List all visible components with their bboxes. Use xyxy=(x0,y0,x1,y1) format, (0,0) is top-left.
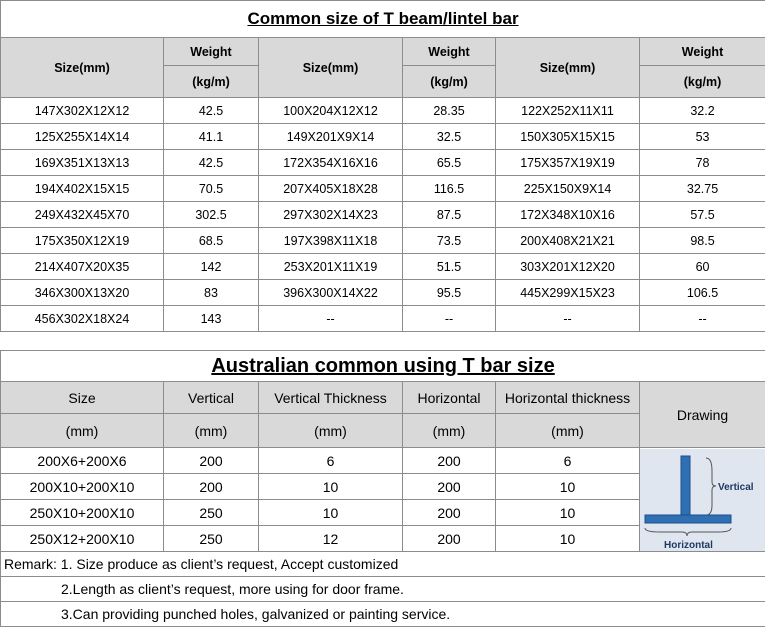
weight-cell: 42.5 xyxy=(164,150,259,176)
size-cell: 175X357X19X19 xyxy=(496,150,640,176)
t-bar-horizontal-thickness-cell: 10 xyxy=(496,500,640,526)
weight-cell: 142 xyxy=(164,254,259,280)
size-cell: 172X348X10X16 xyxy=(496,202,640,228)
vertical-thickness-unit-header: (mm) xyxy=(259,414,403,448)
t-bar-size-cell: 250X12+200X10 xyxy=(1,526,164,552)
t-bar-vertical-cell: 200 xyxy=(164,448,259,474)
size-cell: 456X302X18X24 xyxy=(1,306,164,332)
size-cell: 249X432X45X70 xyxy=(1,202,164,228)
weight-cell: 60 xyxy=(640,254,765,280)
size-cell: 225X150X9X14 xyxy=(496,176,640,202)
t-bar-table-title: Australian common using T bar size xyxy=(1,351,765,382)
size-cell: 175X350X12X19 xyxy=(1,228,164,254)
drawing-col-header: Drawing xyxy=(640,382,765,448)
table-row xyxy=(1,150,765,176)
t-bar-vertical-cell: 200 xyxy=(164,474,259,500)
t-bar-horizontal-cell: 200 xyxy=(403,448,496,474)
vertical-thickness-col-header: Vertical Thickness xyxy=(259,382,403,414)
size-cell: 122X252X11X11 xyxy=(496,98,640,124)
size-cell: 172X354X16X16 xyxy=(259,150,403,176)
horizontal-thickness-unit-header: (mm) xyxy=(496,414,640,448)
t-bar-size-cell: 200X10+200X10 xyxy=(1,474,164,500)
weight-cell: 32.5 xyxy=(403,124,496,150)
size-header-1: Size(mm) xyxy=(1,38,164,98)
size-cell: 194X402X15X15 xyxy=(1,176,164,202)
table-row xyxy=(1,254,765,280)
t-bar-horizontal-cell: 200 xyxy=(403,500,496,526)
horizontal-col-header: Horizontal xyxy=(403,382,496,414)
size-cell: 147X302X12X12 xyxy=(1,98,164,124)
weight-cell: 51.5 xyxy=(403,254,496,280)
weight-unit-header-1: (kg/m) xyxy=(164,66,259,98)
size-cell: 100X204X12X12 xyxy=(259,98,403,124)
horizontal-label: Horizontal xyxy=(664,539,713,551)
weight-cell: 95.5 xyxy=(403,280,496,306)
size-cell: -- xyxy=(496,306,640,332)
weight-cell: 68.5 xyxy=(164,228,259,254)
t-bar-size-cell: 250X10+200X10 xyxy=(1,500,164,526)
size-cell: 125X255X14X14 xyxy=(1,124,164,150)
weight-cell: 28.35 xyxy=(403,98,496,124)
horizontal-unit-header: (mm) xyxy=(403,414,496,448)
table-row xyxy=(1,176,765,202)
size-cell: 207X405X18X28 xyxy=(259,176,403,202)
t-bar-vertical-thickness-cell: 6 xyxy=(259,448,403,474)
table-row xyxy=(1,124,765,150)
t-bar-vertical-thickness-cell: 10 xyxy=(259,474,403,500)
weight-cell: 83 xyxy=(164,280,259,306)
diagram-background xyxy=(640,449,765,551)
size-col-header: Size xyxy=(1,382,164,414)
t-bar-drawing xyxy=(640,448,765,552)
size-cell: 169X351X13X13 xyxy=(1,150,164,176)
table-row xyxy=(1,98,765,124)
weight-cell: 143 xyxy=(164,306,259,332)
t-bar-horizontal-cell: 200 xyxy=(403,526,496,552)
weight-cell: 41.1 xyxy=(164,124,259,150)
t-bar-horizontal-thickness-cell: 6 xyxy=(496,448,640,474)
t-bar-vertical-thickness-cell: 12 xyxy=(259,526,403,552)
weight-cell: 302.5 xyxy=(164,202,259,228)
weight-unit-header-2: (kg/m) xyxy=(403,66,496,98)
weight-cell: 53 xyxy=(640,124,765,150)
t-bar-vertical-thickness-cell: 10 xyxy=(259,500,403,526)
size-cell: 346X300X13X20 xyxy=(1,280,164,306)
t-beam-table-title: Common size of T beam/lintel bar xyxy=(1,1,765,38)
weight-header-2: Weight xyxy=(403,38,496,66)
vertical-unit-header: (mm) xyxy=(164,414,259,448)
weight-cell: 78 xyxy=(640,150,765,176)
size-cell: -- xyxy=(259,306,403,332)
weight-header-1: Weight xyxy=(164,38,259,66)
weight-unit-header-3: (kg/m) xyxy=(640,66,765,98)
t-bar-vertical-cell: 250 xyxy=(164,526,259,552)
size-cell: 396X300X14X22 xyxy=(259,280,403,306)
remark-line-3: 3.Can providing punched holes, galvanized or painting service. xyxy=(1,602,765,627)
t-beam-table-body xyxy=(1,98,765,332)
weight-cell: 73.5 xyxy=(403,228,496,254)
weight-cell: 57.5 xyxy=(640,202,765,228)
size-unit-header: (mm) xyxy=(1,414,164,448)
horizontal-thickness-col-header: Horizontal thickness xyxy=(496,382,640,414)
size-header-3: Size(mm) xyxy=(496,38,640,98)
t-bar-size-cell: 200X6+200X6 xyxy=(1,448,164,474)
table-row xyxy=(1,202,765,228)
weight-cell: -- xyxy=(403,306,496,332)
t-bar-horizontal-cell: 200 xyxy=(403,474,496,500)
t-bar-horizontal-thickness-cell: 10 xyxy=(496,526,640,552)
size-cell: 253X201X11X19 xyxy=(259,254,403,280)
t-bar-horizontal-thickness-cell: 10 xyxy=(496,474,640,500)
vertical-label: Vertical xyxy=(718,481,754,493)
table-row xyxy=(1,306,765,332)
weight-cell: 116.5 xyxy=(403,176,496,202)
weight-cell: 65.5 xyxy=(403,150,496,176)
table-row xyxy=(1,280,765,306)
horizontal-flange xyxy=(645,515,731,523)
weight-cell: 32.75 xyxy=(640,176,765,202)
weight-cell: 106.5 xyxy=(640,280,765,306)
size-header-2: Size(mm) xyxy=(259,38,403,98)
weight-cell: -- xyxy=(640,306,765,332)
vertical-col-header: Vertical xyxy=(164,382,259,414)
t-bar-vertical-cell: 250 xyxy=(164,500,259,526)
size-cell: 445X299X15X23 xyxy=(496,280,640,306)
weight-cell: 32.2 xyxy=(640,98,765,124)
t-bar-diagram xyxy=(640,449,765,551)
size-cell: 303X201X12X20 xyxy=(496,254,640,280)
weight-cell: 98.5 xyxy=(640,228,765,254)
weight-cell: 87.5 xyxy=(403,202,496,228)
weight-cell: 70.5 xyxy=(164,176,259,202)
size-cell: 297X302X14X23 xyxy=(259,202,403,228)
size-cell: 149X201X9X14 xyxy=(259,124,403,150)
weight-cell: 42.5 xyxy=(164,98,259,124)
size-cell: 214X407X20X35 xyxy=(1,254,164,280)
size-cell: 150X305X15X15 xyxy=(496,124,640,150)
weight-header-3: Weight xyxy=(640,38,765,66)
size-cell: 197X398X11X18 xyxy=(259,228,403,254)
size-cell: 200X408X21X21 xyxy=(496,228,640,254)
table-row xyxy=(1,228,765,254)
remark-line-1: Remark: 1. Size produce as client’s request, Accept customized xyxy=(1,552,765,577)
australian-t-bar-table xyxy=(0,350,765,627)
remark-line-2: 2.Length as client’s request, more using for door frame. xyxy=(1,577,765,602)
vertical-flange xyxy=(681,456,690,515)
